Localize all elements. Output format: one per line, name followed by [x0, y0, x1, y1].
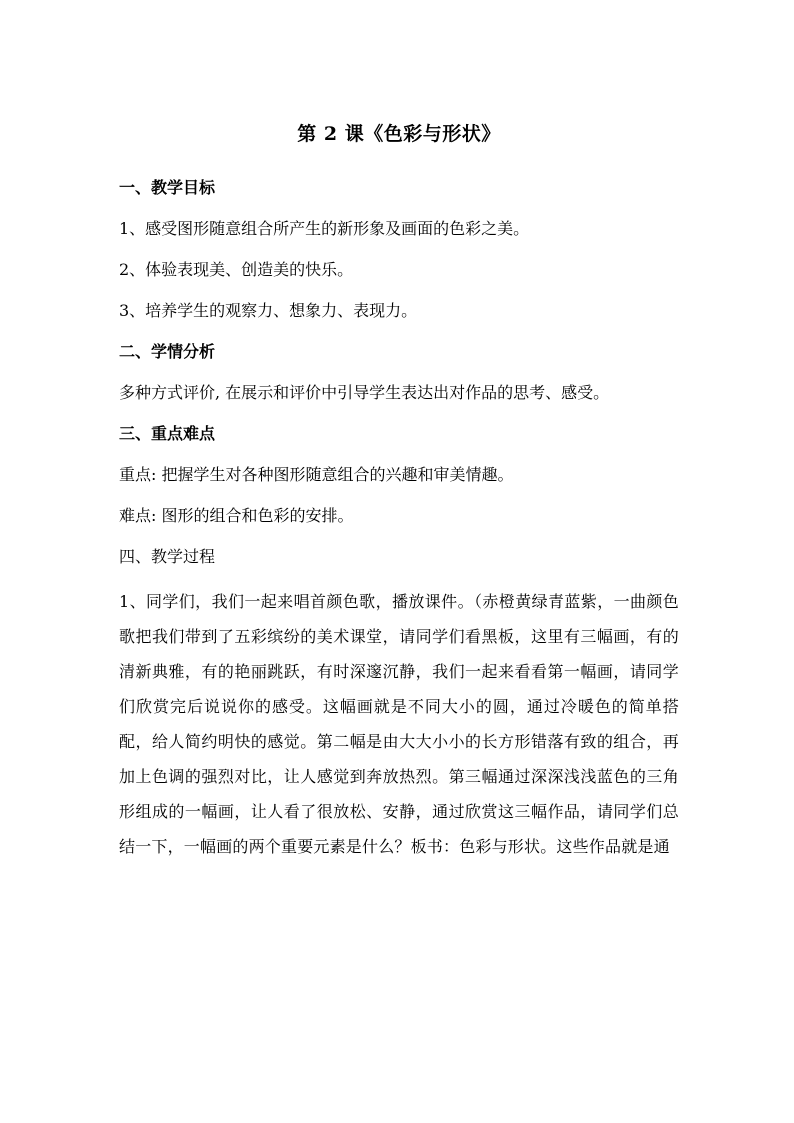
document-title: 第 2 课《色彩与形状》: [297, 123, 501, 145]
objective-item-1: 1、感受图形随意组合所产生的新形象及画面的色彩之美。: [119, 219, 530, 238]
section-heading-key-points: 三、重点难点: [119, 424, 216, 443]
student-analysis-text: 多种方式评价, 在展示和评价中引导学生表达出对作品的思考、感受。: [119, 383, 610, 402]
document-content: [119, 120, 679, 864]
section-heading-student-analysis: 二、学情分析: [119, 342, 216, 361]
difficult-point-text: 难点: 图形的组合和色彩的安排。: [119, 506, 354, 525]
section-heading-teaching-process: 四、教学过程: [119, 547, 216, 566]
key-point-text: 重点: 把握学生对各种图形随意组合的兴趣和审美情趣。: [119, 465, 514, 484]
objective-item-2: 2、体验表现美、创造美的快乐。: [119, 260, 354, 279]
teaching-process-paragraph: 1、同学们，我们一起来唱首颜色歌，播放课件。（赤橙黄绿青蓝紫，一曲颜色歌把我们带到了五彩缤纷的美术课堂，请同学们看黑板，这里有三幅画，有的清新典雅，有的艳丽跳跃，有时深邃沉静，我们一起来看看第一幅画，请同学们欣赏完后说说你的感受。这幅画就是不同大小的圆，通过冷暖色的简单搭配，给人简约明快的感觉。第二幅是由大大小小的长方形错落有致的组合，再加上色调的强烈对比，让人感觉到奔放热烈。第三幅通过深深浅浅蓝色的三角形组成的一幅画，让人看了很放松、安静，通过欣赏这三幅作品，请同学们总结一下，一幅画的两个重要元素是什么？板书：色彩与形状。这些作品就是通: [119, 592, 679, 856]
section-heading-teaching-objectives: 一、教学目标: [119, 178, 216, 197]
objective-item-3: 3、培养学生的观察力、想象力、表现力。: [119, 301, 418, 320]
